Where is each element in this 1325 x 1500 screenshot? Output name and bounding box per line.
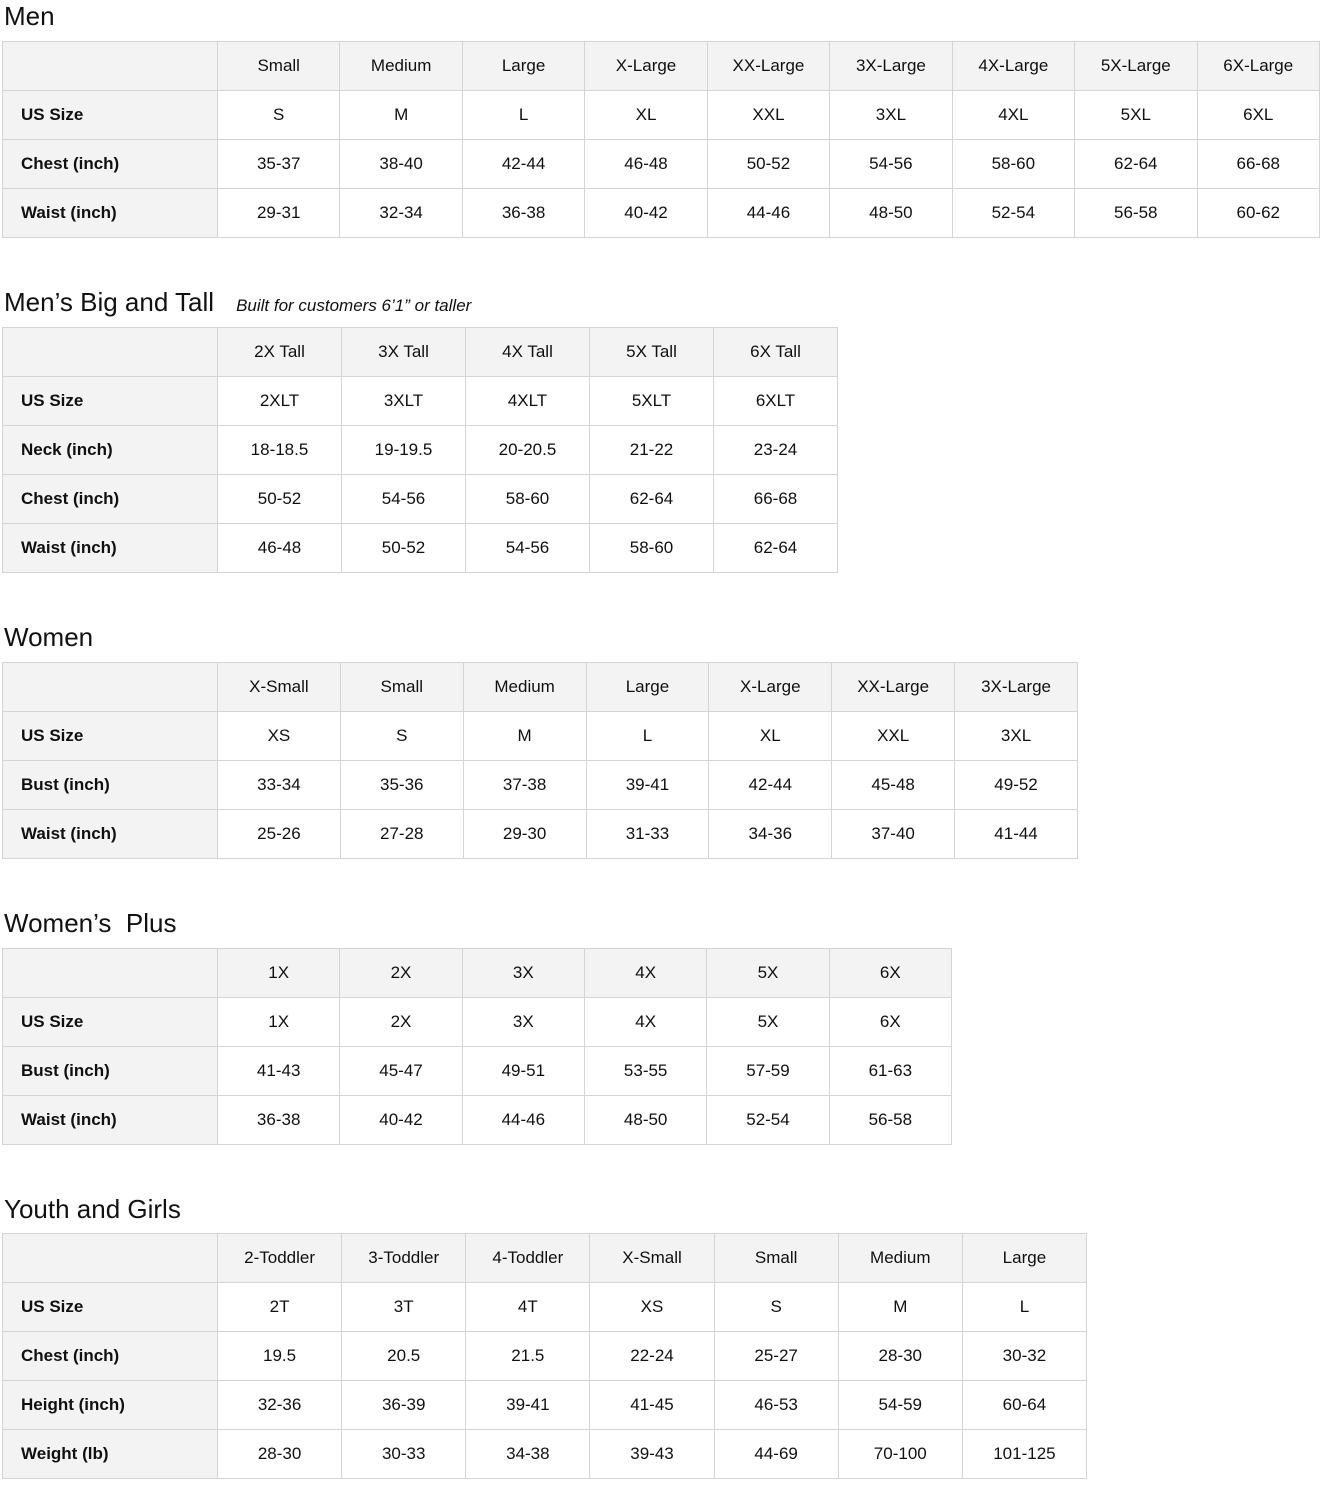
value-cell: 42-44: [709, 760, 832, 809]
value-cell: 38-40: [340, 139, 462, 188]
value-cell: 21.5: [466, 1332, 590, 1381]
value-cell: 50-52: [707, 139, 829, 188]
column-header: 3X-Large: [955, 662, 1078, 711]
column-header-row: [3, 327, 838, 376]
value-cell: 6X: [829, 997, 951, 1046]
value-cell: 3X: [462, 997, 584, 1046]
row-label: US Size: [3, 376, 218, 425]
size-table-big-and-tall: [2, 327, 838, 573]
column-header: 3X: [462, 948, 584, 997]
table-row: [3, 809, 1078, 858]
column-header: 1X: [218, 948, 340, 997]
value-cell: 46-48: [585, 139, 707, 188]
value-cell: 40-42: [585, 188, 707, 237]
size-table-women: [2, 662, 1078, 859]
value-cell: 60-62: [1197, 188, 1320, 237]
value-cell: 40-42: [340, 1095, 462, 1144]
column-header: 4X Tall: [466, 327, 590, 376]
value-cell: 35-37: [218, 139, 340, 188]
section-youth-and-girls: [2, 1195, 1325, 1480]
value-cell: S: [340, 711, 463, 760]
column-header: X-Large: [709, 662, 832, 711]
value-cell: 49-51: [462, 1046, 584, 1095]
row-label: Neck (inch): [3, 425, 218, 474]
value-cell: 36-38: [462, 188, 584, 237]
section-subtitle: Built for customers 6’1” or taller: [236, 295, 472, 315]
value-cell: 5XLT: [590, 376, 714, 425]
table-row: [3, 1283, 1087, 1332]
value-cell: 48-50: [584, 1095, 706, 1144]
column-header: 2-Toddler: [218, 1234, 342, 1283]
value-cell: 62-64: [1075, 139, 1197, 188]
value-cell: S: [714, 1283, 838, 1332]
column-header: 2X Tall: [218, 327, 342, 376]
value-cell: 32-36: [218, 1381, 342, 1430]
value-cell: 34-38: [466, 1430, 590, 1479]
value-cell: 50-52: [342, 523, 466, 572]
value-cell: XS: [218, 711, 341, 760]
section-mens-big-and-tall: [2, 288, 1325, 573]
section-title-text: Youth and Girls: [4, 1193, 181, 1224]
value-cell: S: [218, 90, 340, 139]
value-cell: 4XL: [952, 90, 1074, 139]
value-cell: 46-53: [714, 1381, 838, 1430]
value-cell: 21-22: [590, 425, 714, 474]
column-header-row: [3, 948, 952, 997]
row-label: Waist (inch): [3, 523, 218, 572]
table-row: [3, 1430, 1087, 1479]
value-cell: 48-50: [830, 188, 952, 237]
row-label: US Size: [3, 90, 218, 139]
column-header: Small: [218, 41, 340, 90]
value-cell: 36-39: [342, 1381, 466, 1430]
value-cell: 29-31: [218, 188, 340, 237]
column-header: 4X-Large: [952, 41, 1074, 90]
section-title: [4, 909, 1325, 939]
row-label: Chest (inch): [3, 474, 218, 523]
column-header: 6X-Large: [1197, 41, 1320, 90]
value-cell: L: [586, 711, 709, 760]
value-cell: 42-44: [462, 139, 584, 188]
column-header-row: [3, 662, 1078, 711]
column-header: Large: [962, 1234, 1086, 1283]
section-title-text: Women: [4, 621, 94, 652]
value-cell: 52-54: [707, 1095, 829, 1144]
table-row: [3, 1381, 1087, 1430]
value-cell: 28-30: [838, 1332, 962, 1381]
value-cell: 3T: [342, 1283, 466, 1332]
column-header: 2X: [340, 948, 462, 997]
value-cell: 41-43: [218, 1046, 340, 1095]
table-row: [3, 1046, 952, 1095]
value-cell: 28-30: [218, 1430, 342, 1479]
column-header: Large: [586, 662, 709, 711]
value-cell: 1X: [218, 997, 340, 1046]
value-cell: 4T: [466, 1283, 590, 1332]
row-label: US Size: [3, 711, 218, 760]
column-header: 3-Toddler: [342, 1234, 466, 1283]
column-header-row: [3, 41, 1320, 90]
value-cell: 29-30: [463, 809, 586, 858]
column-header: 4X: [584, 948, 706, 997]
value-cell: 4X: [584, 997, 706, 1046]
value-cell: 31-33: [586, 809, 709, 858]
row-label: Waist (inch): [3, 1095, 218, 1144]
value-cell: L: [962, 1283, 1086, 1332]
value-cell: XXL: [832, 711, 955, 760]
value-cell: 41-45: [590, 1381, 714, 1430]
size-table-men: [2, 41, 1320, 238]
section-womens-plus: [2, 909, 1325, 1145]
column-header: Large: [462, 41, 584, 90]
column-header: Medium: [463, 662, 586, 711]
value-cell: 58-60: [952, 139, 1074, 188]
column-header: 5X: [707, 948, 829, 997]
row-label: Waist (inch): [3, 188, 218, 237]
value-cell: 45-47: [340, 1046, 462, 1095]
value-cell: 6XLT: [714, 376, 838, 425]
value-cell: 30-33: [342, 1430, 466, 1479]
value-cell: 52-54: [952, 188, 1074, 237]
column-header: Small: [340, 662, 463, 711]
value-cell: XXL: [707, 90, 829, 139]
section-title: [4, 288, 1325, 318]
value-cell: 66-68: [714, 474, 838, 523]
value-cell: 54-56: [466, 523, 590, 572]
corner-cell: [3, 948, 218, 997]
section-title: [4, 623, 1325, 653]
value-cell: 41-44: [955, 809, 1078, 858]
value-cell: 44-46: [462, 1095, 584, 1144]
section-title-text: Men’s Big and Tall: [4, 286, 215, 317]
value-cell: XL: [585, 90, 707, 139]
value-cell: 2XLT: [218, 376, 342, 425]
column-header: X-Small: [218, 662, 341, 711]
value-cell: 27-28: [340, 809, 463, 858]
value-cell: 4XLT: [466, 376, 590, 425]
value-cell: 18-18.5: [218, 425, 342, 474]
row-label: US Size: [3, 1283, 218, 1332]
table-row: [3, 523, 838, 572]
value-cell: 19-19.5: [342, 425, 466, 474]
section-title: [4, 2, 1325, 32]
row-label: US Size: [3, 997, 218, 1046]
corner-cell: [3, 1234, 218, 1283]
value-cell: 50-52: [218, 474, 342, 523]
value-cell: 57-59: [707, 1046, 829, 1095]
value-cell: 20.5: [342, 1332, 466, 1381]
value-cell: XL: [709, 711, 832, 760]
value-cell: 62-64: [714, 523, 838, 572]
value-cell: 33-34: [218, 760, 341, 809]
size-table-youth-and-girls: [2, 1233, 1087, 1479]
row-label: Bust (inch): [3, 760, 218, 809]
value-cell: 56-58: [829, 1095, 951, 1144]
column-header: 3X Tall: [342, 327, 466, 376]
value-cell: 2T: [218, 1283, 342, 1332]
value-cell: 39-41: [586, 760, 709, 809]
value-cell: 101-125: [962, 1430, 1086, 1479]
value-cell: 25-26: [218, 809, 341, 858]
column-header: 6X: [829, 948, 951, 997]
value-cell: 58-60: [590, 523, 714, 572]
column-header: X-Small: [590, 1234, 714, 1283]
table-row: [3, 1332, 1087, 1381]
value-cell: 19.5: [218, 1332, 342, 1381]
value-cell: 54-59: [838, 1381, 962, 1430]
section-women: [2, 623, 1325, 859]
value-cell: 23-24: [714, 425, 838, 474]
value-cell: 5X: [707, 997, 829, 1046]
value-cell: 46-48: [218, 523, 342, 572]
table-row: [3, 90, 1320, 139]
table-row: [3, 188, 1320, 237]
value-cell: 54-56: [342, 474, 466, 523]
table-row: [3, 139, 1320, 188]
value-cell: 56-58: [1075, 188, 1197, 237]
value-cell: 3XL: [830, 90, 952, 139]
value-cell: XS: [590, 1283, 714, 1332]
value-cell: 53-55: [584, 1046, 706, 1095]
value-cell: 22-24: [590, 1332, 714, 1381]
value-cell: 58-60: [466, 474, 590, 523]
value-cell: 45-48: [832, 760, 955, 809]
column-header: Medium: [838, 1234, 962, 1283]
value-cell: 37-40: [832, 809, 955, 858]
column-header: 5X Tall: [590, 327, 714, 376]
column-header: XX-Large: [832, 662, 955, 711]
table-row: [3, 474, 838, 523]
section-title: [4, 1195, 1325, 1225]
value-cell: 36-38: [218, 1095, 340, 1144]
section-title-text: Men: [4, 1, 55, 31]
value-cell: 37-38: [463, 760, 586, 809]
column-header: XX-Large: [707, 41, 829, 90]
table-row: [3, 425, 838, 474]
corner-cell: [3, 327, 218, 376]
section-men: [2, 2, 1325, 238]
value-cell: 34-36: [709, 809, 832, 858]
value-cell: 49-52: [955, 760, 1078, 809]
value-cell: 3XL: [955, 711, 1078, 760]
column-header: Medium: [340, 41, 462, 90]
value-cell: 35-36: [340, 760, 463, 809]
value-cell: L: [462, 90, 584, 139]
value-cell: 61-63: [829, 1046, 951, 1095]
section-title-text: Women’s Plus: [4, 907, 177, 938]
column-header: X-Large: [585, 41, 707, 90]
value-cell: 32-34: [340, 188, 462, 237]
row-label: Bust (inch): [3, 1046, 218, 1095]
table-row: [3, 997, 952, 1046]
corner-cell: [3, 41, 218, 90]
value-cell: M: [463, 711, 586, 760]
value-cell: 25-27: [714, 1332, 838, 1381]
size-table-womens-plus: [2, 948, 952, 1145]
row-label: Weight (lb): [3, 1430, 218, 1479]
value-cell: 44-46: [707, 188, 829, 237]
value-cell: 60-64: [962, 1381, 1086, 1430]
row-label: Height (inch): [3, 1381, 218, 1430]
column-header: 4-Toddler: [466, 1234, 590, 1283]
corner-cell: [3, 662, 218, 711]
row-label: Chest (inch): [3, 139, 218, 188]
value-cell: 39-43: [590, 1430, 714, 1479]
value-cell: M: [340, 90, 462, 139]
row-label: Waist (inch): [3, 809, 218, 858]
table-row: [3, 1095, 952, 1144]
column-header: 3X-Large: [830, 41, 952, 90]
value-cell: 6XL: [1197, 90, 1320, 139]
column-header: 6X Tall: [714, 327, 838, 376]
value-cell: 20-20.5: [466, 425, 590, 474]
table-row: [3, 711, 1078, 760]
column-header-row: [3, 1234, 1087, 1283]
value-cell: M: [838, 1283, 962, 1332]
table-row: [3, 760, 1078, 809]
row-label: Chest (inch): [3, 1332, 218, 1381]
value-cell: 54-56: [830, 139, 952, 188]
value-cell: 44-69: [714, 1430, 838, 1479]
column-header: Small: [714, 1234, 838, 1283]
value-cell: 70-100: [838, 1430, 962, 1479]
value-cell: 62-64: [590, 474, 714, 523]
value-cell: 30-32: [962, 1332, 1086, 1381]
value-cell: 3XLT: [342, 376, 466, 425]
value-cell: 39-41: [466, 1381, 590, 1430]
table-row: [3, 376, 838, 425]
value-cell: 66-68: [1197, 139, 1320, 188]
value-cell: 5XL: [1075, 90, 1197, 139]
value-cell: 2X: [340, 997, 462, 1046]
column-header: 5X-Large: [1075, 41, 1197, 90]
